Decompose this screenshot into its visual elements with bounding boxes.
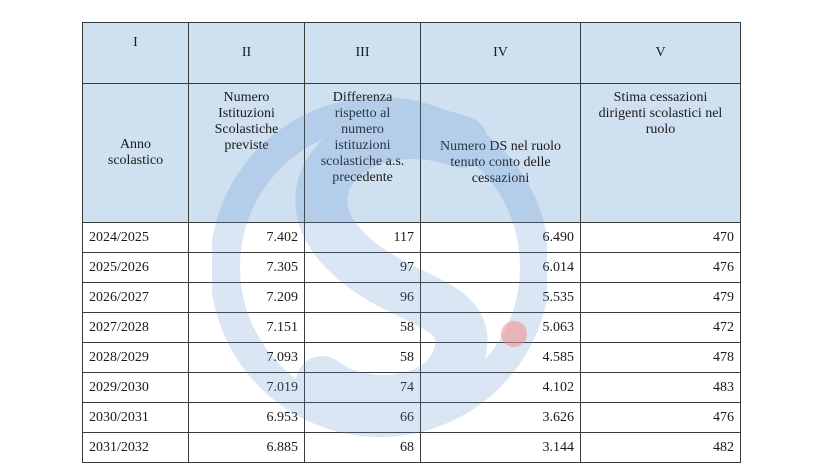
header-differenza — [305, 84, 421, 223]
header-line: numero — [341, 122, 384, 137]
table-row — [83, 283, 741, 313]
header-line: Scolastiche — [214, 122, 279, 137]
header-line: tenuto conto delle — [450, 155, 551, 170]
header-line: Istituzioni — [218, 106, 275, 121]
cell-istituzioni: 6.885 — [189, 433, 305, 463]
table-row — [83, 403, 741, 433]
cell-ds-ruolo: 5.063 — [421, 313, 581, 343]
cell-istituzioni: 6.953 — [189, 403, 305, 433]
column-number-row — [83, 23, 741, 84]
cell-ds-ruolo: 6.014 — [421, 253, 581, 283]
column-number-iv: IV — [421, 23, 581, 84]
cell-anno: 2027/2028 — [83, 313, 189, 343]
cell-cessazioni: 483 — [581, 373, 741, 403]
cell-anno: 2030/2031 — [83, 403, 189, 433]
cell-istituzioni: 7.093 — [189, 343, 305, 373]
cell-anno: 2026/2027 — [83, 283, 189, 313]
cell-istituzioni: 7.402 — [189, 223, 305, 253]
cell-differenza: 58 — [305, 313, 421, 343]
cell-istituzioni: 7.151 — [189, 313, 305, 343]
cell-istituzioni: 7.019 — [189, 373, 305, 403]
cell-differenza: 74 — [305, 373, 421, 403]
cell-differenza: 66 — [305, 403, 421, 433]
cell-differenza: 96 — [305, 283, 421, 313]
header-line: Differenza — [332, 90, 393, 105]
data-table — [82, 22, 741, 463]
table-row — [83, 343, 741, 373]
header-numero-ds — [421, 84, 581, 223]
cell-ds-ruolo: 6.490 — [421, 223, 581, 253]
header-line: cessazioni — [471, 171, 530, 186]
column-number-i: I — [83, 23, 189, 84]
header-line: precedente — [332, 170, 393, 185]
cell-anno: 2031/2032 — [83, 433, 189, 463]
cell-istituzioni: 7.209 — [189, 283, 305, 313]
cell-ds-ruolo: 5.535 — [421, 283, 581, 313]
cell-cessazioni: 476 — [581, 253, 741, 283]
header-anno-scolastico — [83, 84, 189, 223]
header-line: scolastiche a.s. — [320, 154, 405, 169]
cell-cessazioni: 482 — [581, 433, 741, 463]
cell-cessazioni: 479 — [581, 283, 741, 313]
header-line: Anno — [119, 137, 152, 152]
cell-ds-ruolo: 3.144 — [421, 433, 581, 463]
cell-differenza: 58 — [305, 343, 421, 373]
header-line: rispetto al — [334, 106, 391, 121]
cell-cessazioni: 478 — [581, 343, 741, 373]
column-header-row — [83, 84, 741, 223]
column-number-v: V — [581, 23, 741, 84]
cell-differenza: 68 — [305, 433, 421, 463]
table-row — [83, 313, 741, 343]
header-line: Numero DS nel ruolo — [440, 139, 561, 154]
cell-ds-ruolo: 4.585 — [421, 343, 581, 373]
header-line: Numero — [223, 90, 270, 105]
cell-cessazioni: 470 — [581, 223, 741, 253]
cell-istituzioni: 7.305 — [189, 253, 305, 283]
cell-differenza: 97 — [305, 253, 421, 283]
header-line: dirigenti scolastici nel — [598, 106, 723, 121]
header-line: scolastico — [107, 153, 164, 168]
cell-cessazioni: 472 — [581, 313, 741, 343]
header-line: ruolo — [645, 122, 676, 137]
cell-ds-ruolo: 4.102 — [421, 373, 581, 403]
cell-ds-ruolo: 3.626 — [421, 403, 581, 433]
cell-cessazioni: 476 — [581, 403, 741, 433]
header-stima-cessazioni — [581, 84, 741, 223]
header-line: previste — [224, 138, 269, 153]
column-number-ii: II — [189, 23, 305, 84]
table-row — [83, 223, 741, 253]
cell-anno: 2029/2030 — [83, 373, 189, 403]
cell-anno: 2024/2025 — [83, 223, 189, 253]
column-number-iii: III — [305, 23, 421, 84]
cell-anno: 2028/2029 — [83, 343, 189, 373]
table-body — [83, 223, 741, 463]
table-row — [83, 373, 741, 403]
table-row — [83, 253, 741, 283]
header-line: Stima cessazioni — [613, 90, 708, 105]
header-line: istituzioni — [334, 138, 391, 153]
header-numero-istituzioni — [189, 84, 305, 223]
cell-differenza: 117 — [305, 223, 421, 253]
cell-anno: 2025/2026 — [83, 253, 189, 283]
